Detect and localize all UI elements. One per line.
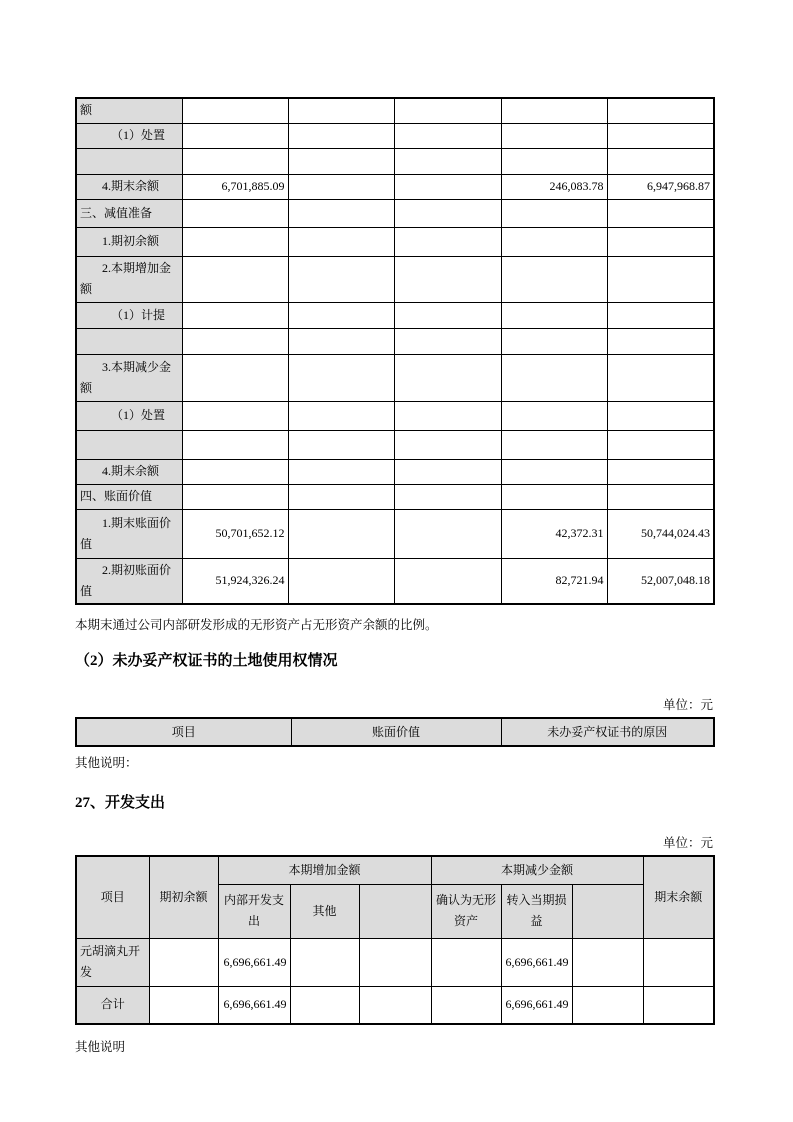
row-label: 3.本期减少金额: [76, 354, 182, 401]
value-cell: [394, 123, 501, 148]
value-cell: [501, 430, 607, 459]
value-cell: [501, 459, 607, 484]
row-label: 2.期初账面价值: [76, 558, 182, 604]
table-row: [76, 328, 714, 354]
value-cell: [394, 354, 501, 401]
row-label: 元胡滴丸开发: [76, 938, 149, 986]
value-cell: [149, 986, 218, 1024]
table-row: [76, 430, 714, 459]
value-cell: [501, 328, 607, 354]
value-cell: [431, 986, 501, 1024]
value-cell: [288, 199, 394, 227]
table-row: [76, 401, 714, 430]
value-cell: [290, 938, 359, 986]
row-label: 4.期末余额: [76, 174, 182, 199]
value-cell: 6,696,661.49: [501, 986, 572, 1024]
value-cell: [607, 459, 714, 484]
row-label: （1）计提: [76, 302, 182, 328]
table-header-row: [76, 856, 714, 884]
value-cell: [394, 256, 501, 302]
value-cell: [607, 484, 714, 509]
value-cell: [607, 227, 714, 256]
value-cell: 42,372.31: [501, 509, 607, 558]
row-label-total: 合计: [76, 986, 149, 1024]
value-cell: 50,744,024.43: [607, 509, 714, 558]
column-header-internal-dev: 内部开发支出: [218, 884, 290, 938]
value-cell: [394, 98, 501, 123]
development-expenditure-heading: 27、开发支出: [75, 795, 166, 811]
table-row: [76, 484, 714, 509]
value-cell: [394, 328, 501, 354]
column-header-blank: [572, 884, 643, 938]
value-cell: [288, 227, 394, 256]
row-label: 4.期末余额: [76, 459, 182, 484]
value-cell: [288, 354, 394, 401]
value-cell: [359, 938, 431, 986]
value-cell: [643, 986, 714, 1024]
column-header-book-value: 账面价值: [291, 718, 501, 746]
column-header-opening-balance: 期初余额: [149, 856, 218, 938]
table-row: [76, 98, 714, 123]
other-note-label: 其他说明: [75, 1040, 126, 1054]
column-header-transfer-pl: 转入当期损益: [501, 884, 572, 938]
row-label: 2.本期增加金额: [76, 256, 182, 302]
row-label: （1）处置: [76, 401, 182, 430]
value-cell: 246,083.78: [501, 174, 607, 199]
land-use-right-heading: （2）未办妥产权证书的土地使用权情况: [75, 653, 338, 669]
column-header-blank: [359, 884, 431, 938]
value-cell: [182, 430, 288, 459]
value-cell: [394, 509, 501, 558]
table-row: [76, 509, 714, 558]
value-cell: [607, 401, 714, 430]
row-label: [76, 148, 182, 174]
value-cell: 51,924,326.24: [182, 558, 288, 604]
value-cell: [182, 98, 288, 123]
value-cell: [182, 328, 288, 354]
value-cell: 6,947,968.87: [607, 174, 714, 199]
table-row: [76, 302, 714, 328]
value-cell: [288, 302, 394, 328]
value-cell: [607, 148, 714, 174]
value-cell: 50,701,652.12: [182, 509, 288, 558]
value-cell: [394, 558, 501, 604]
value-cell: [288, 484, 394, 509]
table-row: [76, 938, 714, 986]
value-cell: [394, 148, 501, 174]
table-row: [76, 354, 714, 401]
value-cell: [394, 459, 501, 484]
value-cell: [182, 148, 288, 174]
column-header-closing-balance: 期末余额: [643, 856, 714, 938]
development-expenditure-table: [75, 855, 715, 1025]
table-row: [76, 148, 714, 174]
table-row: [76, 459, 714, 484]
value-cell: [182, 199, 288, 227]
value-cell: [501, 401, 607, 430]
value-cell: [182, 227, 288, 256]
row-label: [76, 328, 182, 354]
rd-ratio-note: 本期末通过公司内部研发形成的无形资产占无形资产余额的比例。: [75, 618, 438, 632]
value-cell: [288, 558, 394, 604]
row-label: 四、账面价值: [76, 484, 182, 509]
value-cell: [501, 256, 607, 302]
value-cell: [607, 430, 714, 459]
row-label: [76, 430, 182, 459]
row-label: 1.期初余额: [76, 227, 182, 256]
value-cell: [288, 401, 394, 430]
value-cell: [394, 484, 501, 509]
land-use-right-table: [75, 717, 715, 747]
value-cell: [431, 938, 501, 986]
value-cell: [288, 459, 394, 484]
row-label: 额: [76, 98, 182, 123]
intangible-assets-table: [75, 97, 715, 605]
value-cell: [607, 302, 714, 328]
value-cell: [501, 98, 607, 123]
row-label: 三、减值准备: [76, 199, 182, 227]
row-label: 1.期末账面价值: [76, 509, 182, 558]
value-cell: [394, 302, 501, 328]
value-cell: [182, 354, 288, 401]
value-cell: [288, 328, 394, 354]
value-cell: [501, 302, 607, 328]
value-cell: [501, 227, 607, 256]
unit-label: 单位：元: [662, 836, 713, 850]
row-label: （1）处置: [76, 123, 182, 148]
value-cell: [288, 98, 394, 123]
value-cell: [501, 148, 607, 174]
unit-label: 单位：元: [662, 698, 713, 712]
value-cell: [182, 302, 288, 328]
value-cell: [394, 174, 501, 199]
value-cell: 6,696,661.49: [218, 986, 290, 1024]
value-cell: [607, 328, 714, 354]
value-cell: [607, 199, 714, 227]
other-note-label: 其他说明：: [75, 756, 138, 770]
value-cell: [182, 401, 288, 430]
value-cell: [359, 986, 431, 1024]
value-cell: [182, 123, 288, 148]
table-header-row: [76, 718, 714, 746]
value-cell: [643, 938, 714, 986]
column-group-decrease: 本期减少金额: [431, 856, 643, 884]
value-cell: [288, 174, 394, 199]
table-row: [76, 227, 714, 256]
table-row: [76, 199, 714, 227]
value-cell: [149, 938, 218, 986]
value-cell: [182, 459, 288, 484]
value-cell: [572, 938, 643, 986]
value-cell: [288, 430, 394, 459]
value-cell: 52,007,048.18: [607, 558, 714, 604]
value-cell: [501, 123, 607, 148]
value-cell: [607, 256, 714, 302]
value-cell: [501, 354, 607, 401]
column-header-other: 其他: [290, 884, 359, 938]
value-cell: [394, 401, 501, 430]
table-row: [76, 123, 714, 148]
value-cell: [394, 430, 501, 459]
table-row: [76, 256, 714, 302]
value-cell: 82,721.94: [501, 558, 607, 604]
column-header-reason: 未办妥产权证书的原因: [501, 718, 714, 746]
value-cell: [288, 123, 394, 148]
value-cell: [607, 123, 714, 148]
value-cell: [394, 227, 501, 256]
table-row: [76, 558, 714, 604]
value-cell: [607, 354, 714, 401]
value-cell: [288, 509, 394, 558]
value-cell: [290, 986, 359, 1024]
column-group-increase: 本期增加金额: [218, 856, 431, 884]
page-content: [75, 97, 713, 1055]
column-header-confirm-intangible: 确认为无形资产: [431, 884, 501, 938]
value-cell: [607, 98, 714, 123]
value-cell: 6,696,661.49: [218, 938, 290, 986]
value-cell: [501, 484, 607, 509]
value-cell: [288, 148, 394, 174]
table-row: [76, 174, 714, 199]
value-cell: [501, 199, 607, 227]
value-cell: [288, 256, 394, 302]
value-cell: [394, 199, 501, 227]
value-cell: 6,696,661.49: [501, 938, 572, 986]
column-header-item: 项目: [76, 718, 291, 746]
value-cell: [182, 256, 288, 302]
table-row: [76, 986, 714, 1024]
value-cell: [572, 986, 643, 1024]
value-cell: 6,701,885.09: [182, 174, 288, 199]
column-header-item: 项目: [76, 856, 149, 938]
value-cell: [182, 484, 288, 509]
